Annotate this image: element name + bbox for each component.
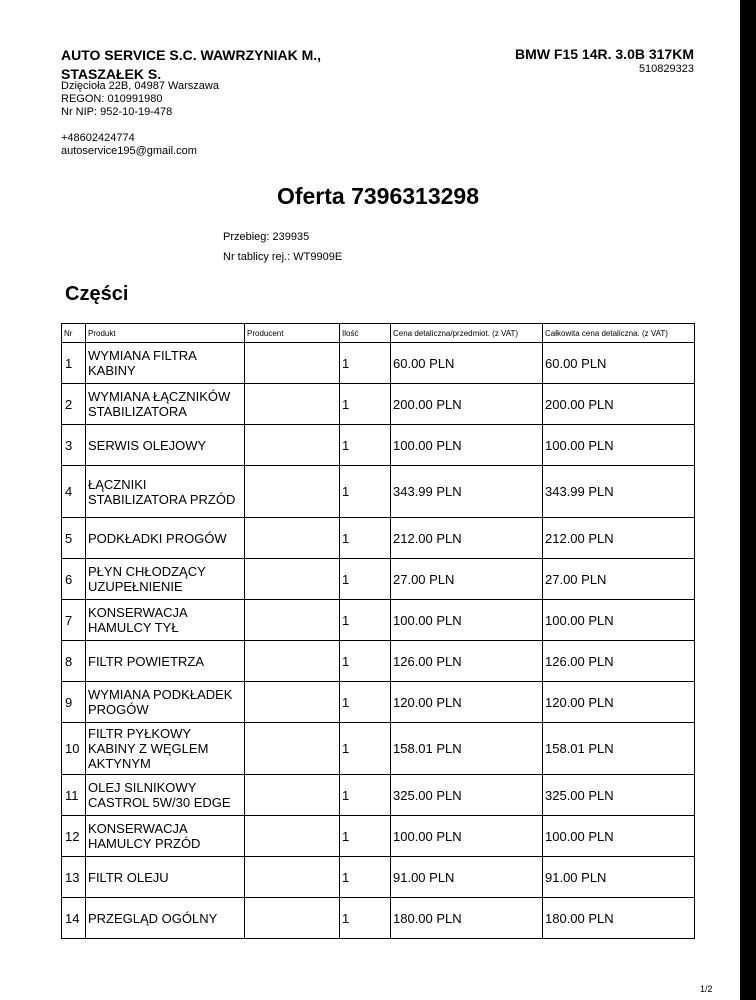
parts-table	[61, 323, 695, 939]
cell-product: ŁĄCZNIKI STABILIZATORA PRZÓD	[86, 466, 245, 518]
cell-nr: 4	[62, 466, 86, 518]
table-row	[62, 816, 695, 857]
table-row	[62, 384, 695, 425]
cell-product: KONSERWACJA HAMULCY TYŁ	[86, 600, 245, 641]
cell-product: PODKŁADKI PROGÓW	[86, 518, 245, 559]
cell-producer	[245, 425, 340, 466]
vehicle-title: BMW F15 14R. 3.0B 317KM	[515, 46, 694, 62]
table-row	[62, 559, 695, 600]
table-row	[62, 518, 695, 559]
cell-product: KONSERWACJA HAMULCY PRZÓD	[86, 816, 245, 857]
company-email: autoservice195@gmail.com	[61, 145, 197, 157]
cell-producer	[245, 857, 340, 898]
cell-total-price: 100.00 PLN	[543, 816, 695, 857]
table-row	[62, 723, 695, 775]
cell-quantity: 1	[340, 466, 391, 518]
table-row	[62, 600, 695, 641]
cell-product: PŁYN CHŁODZĄCY UZUPEŁNIENIE	[86, 559, 245, 600]
cell-unit-price: 158.01 PLN	[391, 723, 543, 775]
company-name-line2: STASZAŁEK S.	[61, 66, 162, 82]
cell-quantity: 1	[340, 518, 391, 559]
header-unit-price: Cena detaliczna/przedmiot. (z VAT)	[391, 324, 543, 343]
cell-producer	[245, 641, 340, 682]
cell-quantity: 1	[340, 857, 391, 898]
cell-unit-price: 325.00 PLN	[391, 775, 543, 816]
cell-producer	[245, 343, 340, 384]
company-name	[61, 46, 361, 84]
table-row	[62, 898, 695, 939]
cell-product: FILTR OLEJU	[86, 857, 245, 898]
header-producer: Producent	[245, 324, 340, 343]
cell-product: SERWIS OLEJOWY	[86, 425, 245, 466]
cell-unit-price: 100.00 PLN	[391, 600, 543, 641]
section-title: Części	[65, 283, 129, 305]
company-nip: Nr NIP: 952-10-19-478	[61, 106, 173, 118]
cell-total-price: 200.00 PLN	[543, 384, 695, 425]
cell-total-price: 343.99 PLN	[543, 466, 695, 518]
cell-total-price: 60.00 PLN	[543, 343, 695, 384]
cell-quantity: 1	[340, 775, 391, 816]
cell-quantity: 1	[340, 559, 391, 600]
cell-producer	[245, 775, 340, 816]
cell-unit-price: 180.00 PLN	[391, 898, 543, 939]
table-row	[62, 466, 695, 518]
mileage: Przebieg: 239935	[223, 231, 310, 243]
cell-nr: 3	[62, 425, 86, 466]
watermark-text: otomoto	[2, 969, 64, 986]
cell-total-price: 180.00 PLN	[543, 898, 695, 939]
cell-producer	[245, 816, 340, 857]
cell-quantity: 1	[340, 425, 391, 466]
cell-quantity: 1	[340, 600, 391, 641]
table-row	[62, 857, 695, 898]
cell-quantity: 1	[340, 384, 391, 425]
cell-unit-price: 343.99 PLN	[391, 466, 543, 518]
cell-nr: 9	[62, 682, 86, 723]
cell-producer	[245, 600, 340, 641]
cell-producer	[245, 518, 340, 559]
cell-quantity: 1	[340, 723, 391, 775]
cell-total-price: 91.00 PLN	[543, 857, 695, 898]
cell-quantity: 1	[340, 898, 391, 939]
cell-producer	[245, 384, 340, 425]
table-row	[62, 425, 695, 466]
company-phone: +48602424774	[61, 132, 135, 144]
header-quantity: Ilość	[340, 324, 391, 343]
cell-nr: 12	[62, 816, 86, 857]
cell-producer	[245, 723, 340, 775]
cell-nr: 7	[62, 600, 86, 641]
table-row	[62, 775, 695, 816]
cell-producer	[245, 559, 340, 600]
cell-total-price: 100.00 PLN	[543, 425, 695, 466]
cell-nr: 5	[62, 518, 86, 559]
table-header-row	[62, 324, 695, 343]
cell-unit-price: 91.00 PLN	[391, 857, 543, 898]
cell-unit-price: 212.00 PLN	[391, 518, 543, 559]
cell-nr: 13	[62, 857, 86, 898]
table-row	[62, 682, 695, 723]
cell-product: WYMIANA ŁĄCZNIKÓW STABILIZATORA	[86, 384, 245, 425]
cell-unit-price: 200.00 PLN	[391, 384, 543, 425]
cell-quantity: 1	[340, 682, 391, 723]
cell-total-price: 158.01 PLN	[543, 723, 695, 775]
cell-product: FILTR POWIETRZA	[86, 641, 245, 682]
cell-unit-price: 120.00 PLN	[391, 682, 543, 723]
cell-unit-price: 126.00 PLN	[391, 641, 543, 682]
company-regon: REGON: 010991980	[61, 93, 163, 105]
cell-product: WYMIANA PODKŁADEK PROGÓW	[86, 682, 245, 723]
cell-total-price: 325.00 PLN	[543, 775, 695, 816]
cell-product: OLEJ SILNIKOWY CASTROL 5W/30 EDGE	[86, 775, 245, 816]
cell-unit-price: 60.00 PLN	[391, 343, 543, 384]
cell-total-price: 27.00 PLN	[543, 559, 695, 600]
cell-nr: 11	[62, 775, 86, 816]
cell-total-price: 126.00 PLN	[543, 641, 695, 682]
cell-product: FILTR PYŁKOWY KABINY Z WĘGLEM AKTYNYM	[86, 723, 245, 775]
cell-producer	[245, 682, 340, 723]
cell-unit-price: 100.00 PLN	[391, 816, 543, 857]
cell-product: PRZEGLĄD OGÓLNY	[86, 898, 245, 939]
cell-unit-price: 100.00 PLN	[391, 425, 543, 466]
header-total-price: Całkowita cena detaliczna. (z VAT)	[543, 324, 695, 343]
cell-nr: 14	[62, 898, 86, 939]
vehicle-id: 510829323	[638, 63, 694, 75]
cell-producer	[245, 898, 340, 939]
cell-nr: 1	[62, 343, 86, 384]
cell-quantity: 1	[340, 641, 391, 682]
watermark-logo	[2, 969, 63, 987]
cell-total-price: 120.00 PLN	[543, 682, 695, 723]
plate-number: Nr tablicy rej.: WT9909E	[223, 251, 343, 263]
cell-unit-price: 27.00 PLN	[391, 559, 543, 600]
cell-total-price: 212.00 PLN	[543, 518, 695, 559]
header-nr: Nr	[62, 324, 86, 343]
cell-product: WYMIANA FILTRA KABINY	[86, 343, 245, 384]
cell-nr: 2	[62, 384, 86, 425]
table-row	[62, 641, 695, 682]
cell-producer	[245, 466, 340, 518]
company-address: Dzięcioła 22B, 04987 Warszawa	[61, 80, 219, 92]
cell-quantity: 1	[340, 816, 391, 857]
cell-quantity: 1	[340, 343, 391, 384]
page-number: 1/2	[700, 984, 713, 994]
cell-total-price: 100.00 PLN	[543, 600, 695, 641]
cell-nr: 10	[62, 723, 86, 775]
cell-nr: 6	[62, 559, 86, 600]
offer-title: Oferta 7396313298	[276, 183, 480, 209]
table-row	[62, 343, 695, 384]
company-name-line1: AUTO SERVICE S.C. WAWRZYNIAK M.,	[61, 47, 322, 63]
header-product: Produkt	[86, 324, 245, 343]
cell-nr: 8	[62, 641, 86, 682]
